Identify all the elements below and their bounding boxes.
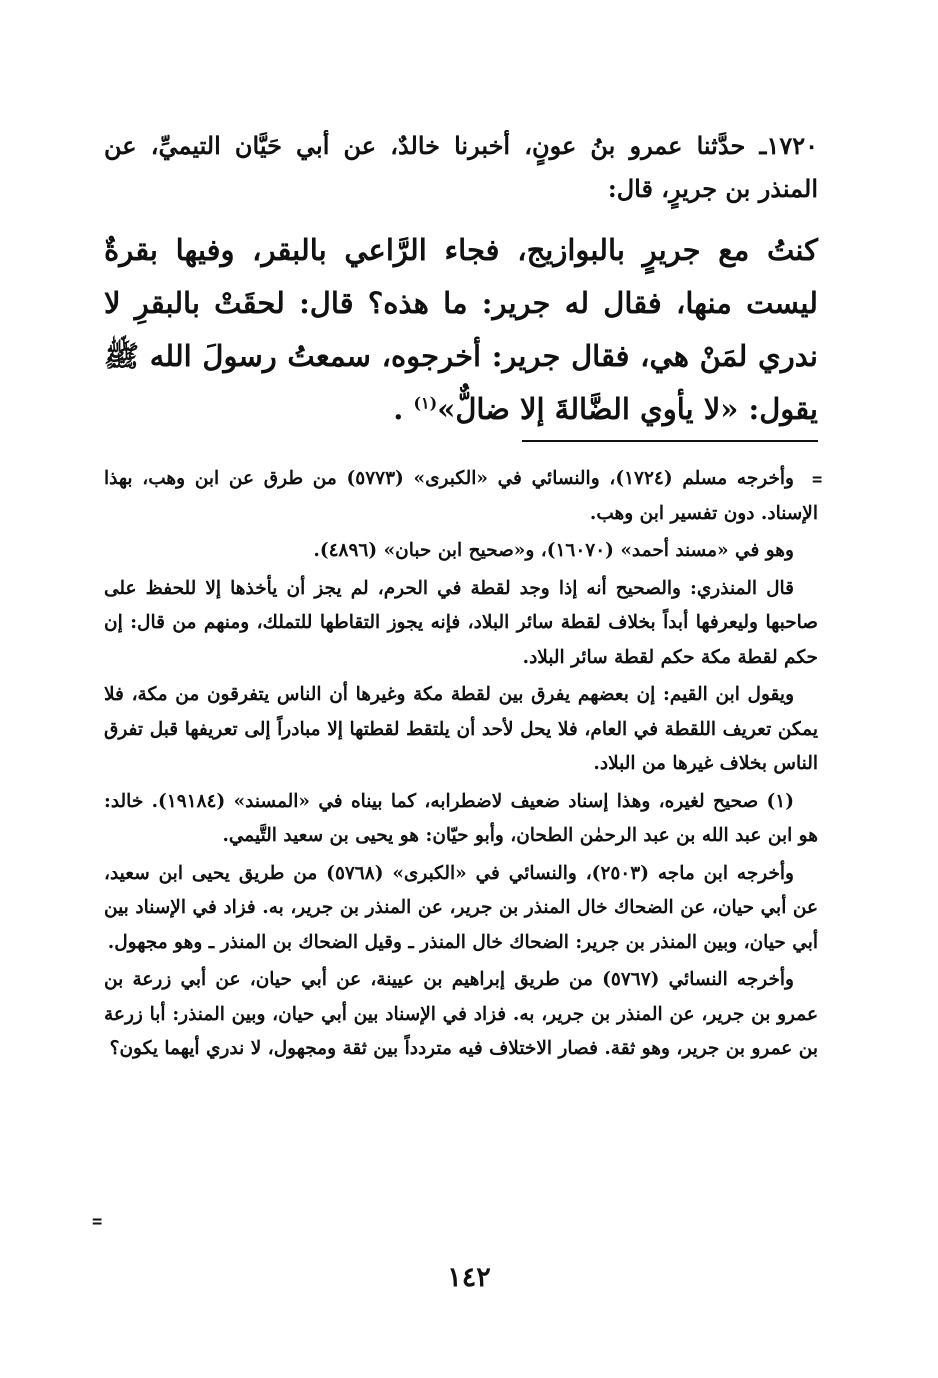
continuation-mark-top: =: [812, 470, 823, 490]
footnote-paragraph: ويقول ابن القيم: إن بعضهم يفرق بين لقطة مكة وغيرها أن الناس يتفرقون من مكة، فلا يمكن تعريف اللقطة في العام، فلا يحل لأحد أن يلتقط لقطتها إلا مبادراً إلى تعريفها قبل تفرق الناس بخلاف غيرها من البلاد.: [104, 684, 818, 774]
continuation-mark-bottom: =: [92, 1212, 103, 1232]
footnote-paragraph: قال المنذري: والصحيح أنه إذا وجد لقطة في الحرم، لم يجز أن يأخذها إلا للحفظ على صاحبها وليعرفها أبداً بخلاف لقطة سائر البلاد، فإنه يجوز التقاطها للتملك، ومنهم من قال: إن حكم لقطة مكة حكم لقطة سائر البلاد.: [104, 577, 818, 668]
hadith-matn: [104, 224, 818, 436]
footnote-divider: [522, 440, 818, 442]
hadith-isnad: ١٧٢٠ـ حدَّثنا عمرو بنُ عونٍ، أخبرنا خالدٌ، عن أبي حَيَّان التيميِّ، عن المنذر بن جريرٍ، قال:: [104, 131, 818, 203]
footnotes: [104, 462, 818, 1070]
footnote-paragraph: وأخرجه النسائي (٥٧٦٧) من طريق إبراهيم بن عيينة، عن أبي حيان، عن أبي زرعة بن عمرو بن جرير، عن المنذر بن جرير، به. فزاد في الإسناد بين أبي حيان، وبين المنذر: أبا زرعة بن عمرو بن جرير، وهو ثقة. فصار الاختلاف فيه متردداً بين ثقة ومجهول، لا ندري أيهما يكون؟: [104, 969, 819, 1059]
footnote-paragraph: (١) صحيح لغيره، وهذا إسناد ضعيف لاضطرابه، كما بيناه في «المسند» (١٩١٨٤). خالد: هو ابن عبد الله بن عبد الرحمٰن الطحان، وأبو حيّان: هو يحيى بن سعيد التَّيمي.: [104, 790, 818, 846]
page-number: ١٤٢: [447, 1262, 491, 1293]
footnote-paragraph: وأخرجه مسلم (١٧٢٤)، والنسائي في «الكبرى» (٥٧٧٣) من طرق عن ابن وهب، بهذا الإسناد. دون تفسير ابن وهب.: [104, 468, 818, 524]
hadith-matn-end: .: [393, 392, 404, 426]
footnote-paragraph: وأخرجه ابن ماجه (٢٥٠٣)، والنسائي في «الكبرى» (٥٧٦٨) من طريق يحيى ابن سعيد، عن أبي حيان، عن الضحاك خال المنذر بن جرير، عن المنذر بن جرير، به. فزاد في الإسناد بين أبي حيان، وبين المنذر بن جرير: الضحاك خال المنذر ـ وقيل الضحاك بن المنذر ـ وهو مجهول.: [104, 862, 818, 953]
footnote-marker[interactable]: (١): [413, 393, 438, 413]
footnote-paragraph: وهو في «مسند أحمد» (١٦٠٧٠)، و«صحيح ابن حبان» (٤٨٩٦).: [313, 540, 794, 561]
hadith-matn-text: كنتُ مع جريرٍ بالبوازيج، فجاء الرَّاعي بالبقر، وفيها بقرةٌ ليست منها، فقال له جرير: ما هذه؟ قال: لحقَتْ بالبقرِ لا ندري لمَنْ هي، فقال جرير: أخرجوه، سمعتُ رسولَ الله ﷺ يقول: «لا يأوي الضَّالةَ إلا ضالٌّ»: [104, 233, 818, 426]
